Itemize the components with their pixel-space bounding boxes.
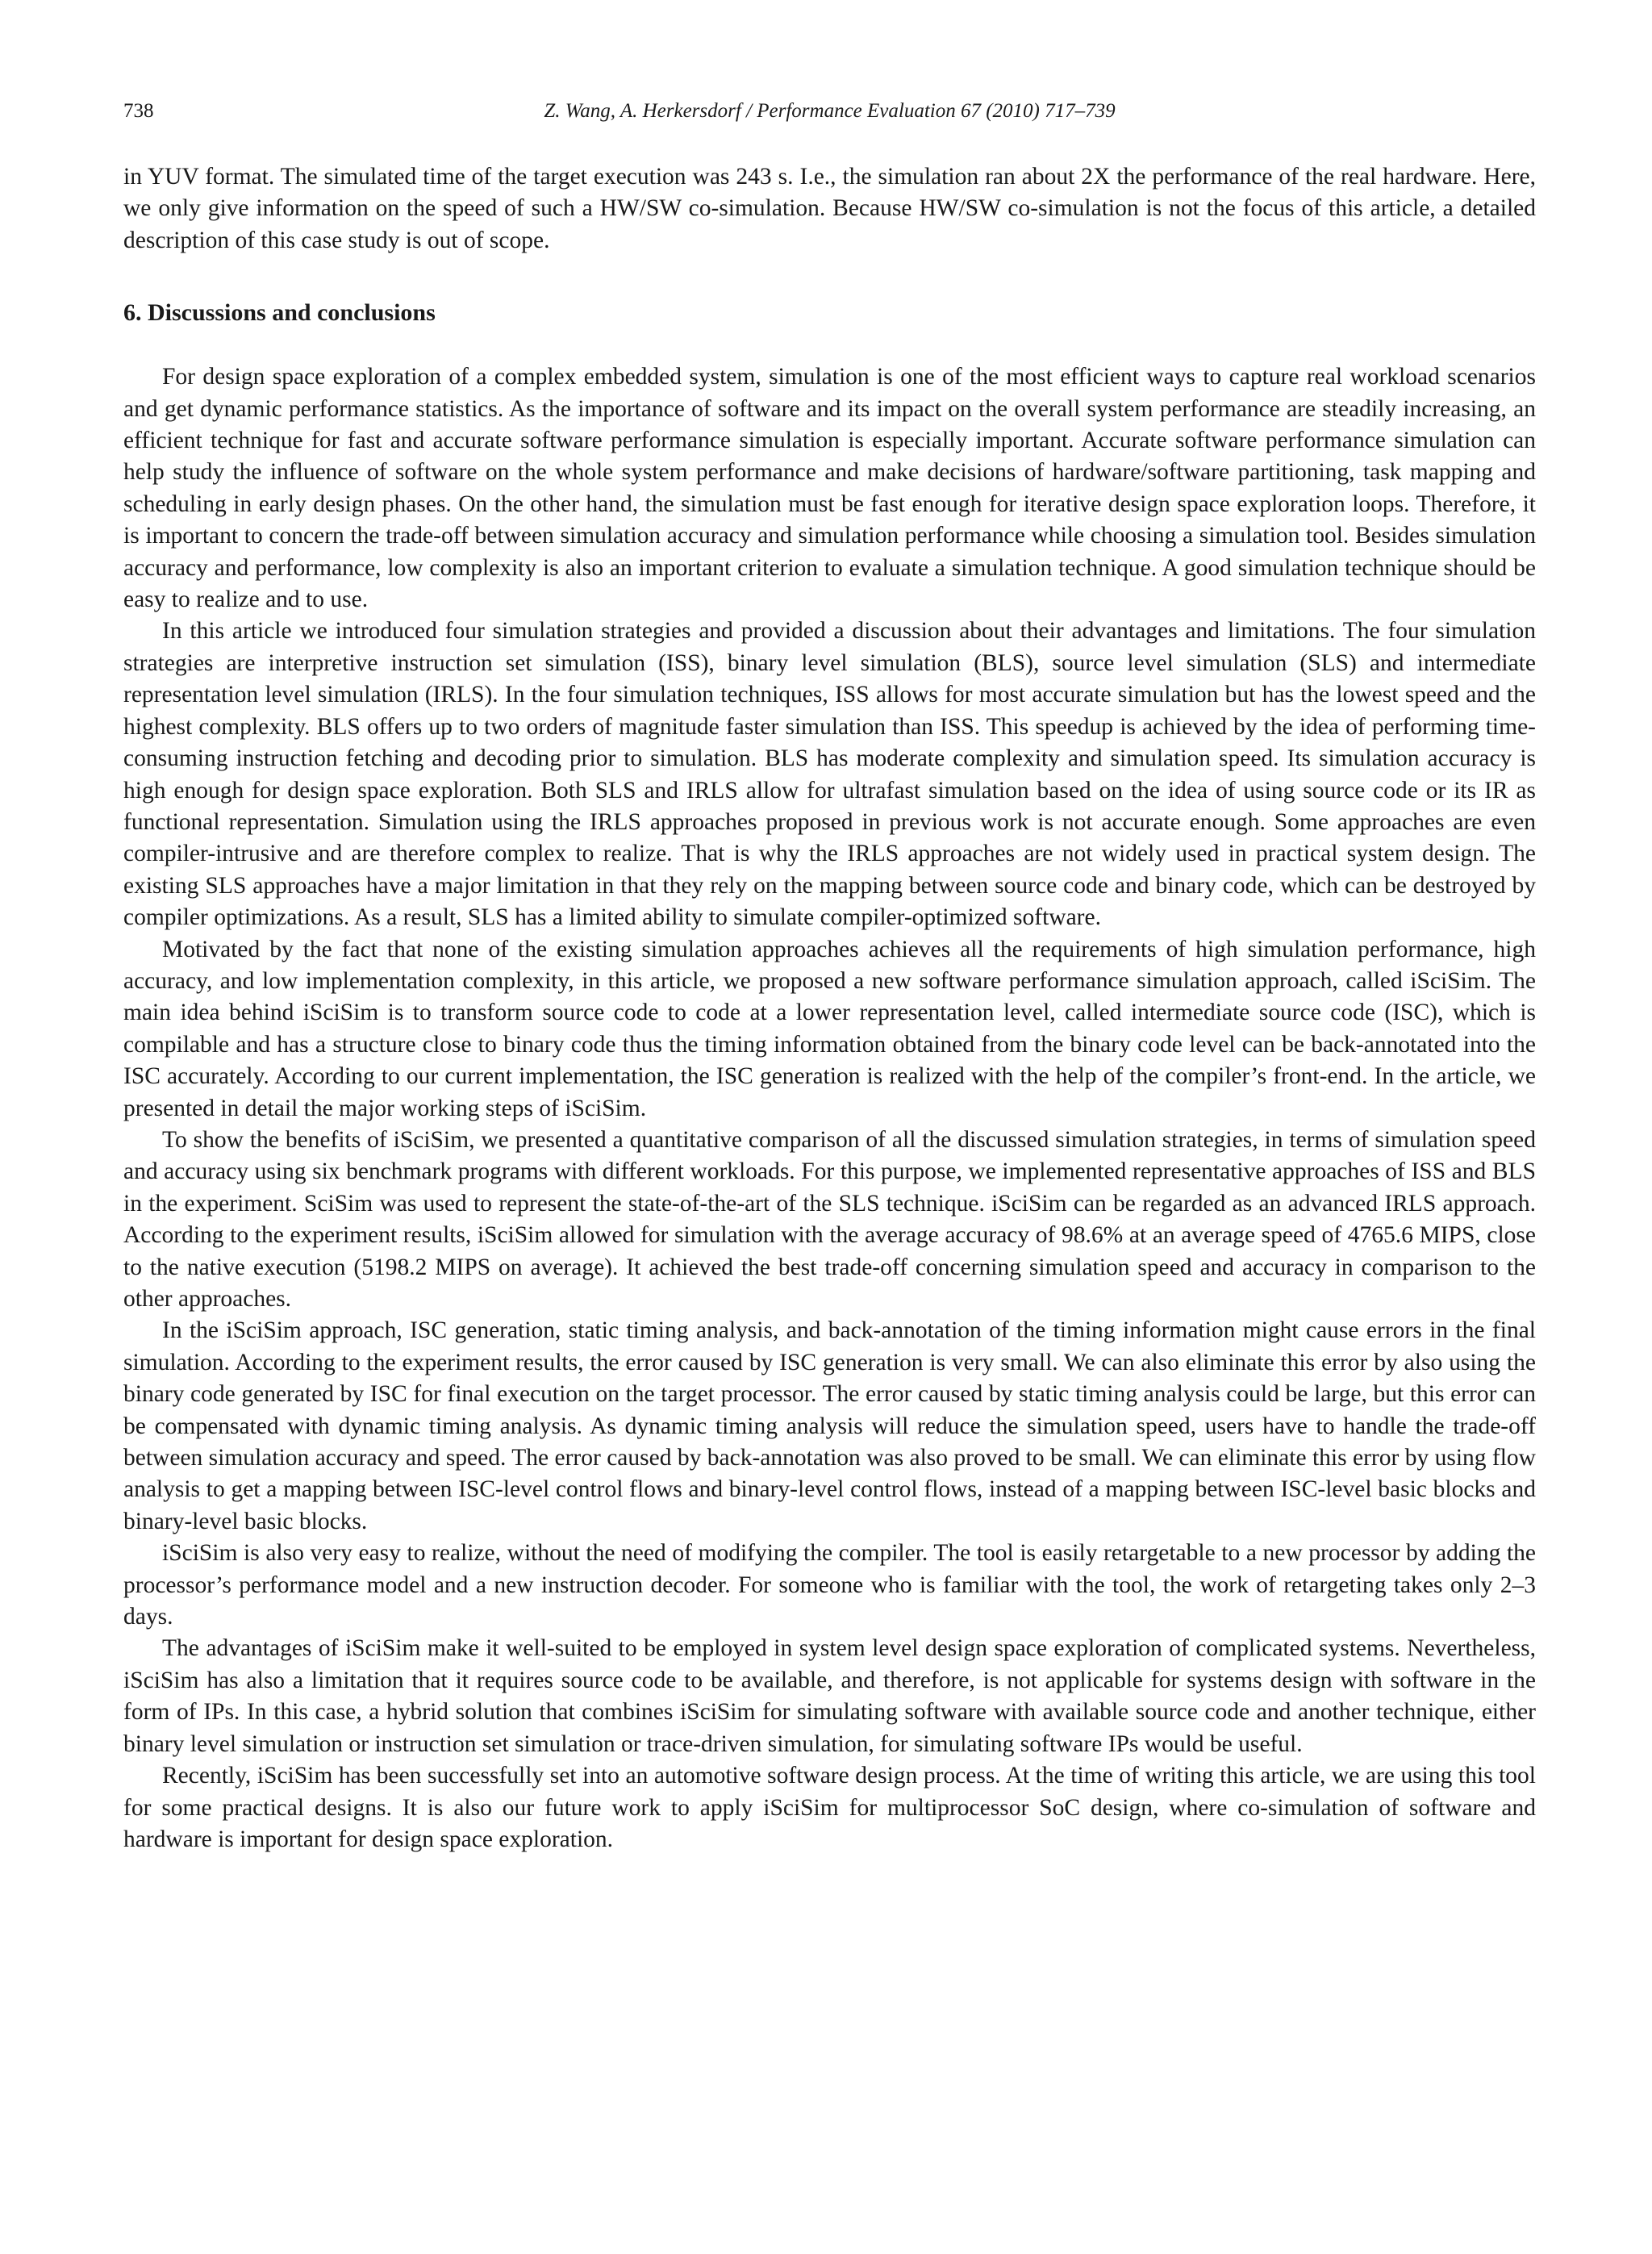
page-number: 738 — [123, 100, 154, 122]
body-paragraph-2: In this article we introduced four simulation strategies and provided a discussion about their advantages and limitations. The four simulation strategies are interpretive instruction set simulation (ISS), binary level simulation (BLS), source level simulation (SLS) and intermediate representation level simulation (IRLS). In the four simulation techniques, ISS allows for most accurate simulation but has the lowest speed and the highest complexity. BLS offers up to two orders of magnitude faster simulation than ISS. This speedup is achieved by the idea of performing time-consuming instruction fetching and decoding prior to simulation. BLS has moderate complexity and simulation speed. Its simulation accuracy is high enough for design space exploration. Both SLS and IRLS allow for ultrafast simulation based on the idea of using source code or its IR as functional representation. Simulation using the IRLS approaches proposed in previous work is not accurate enough. Some approaches are even compiler-intrusive and are therefore complex to realize. That is why the IRLS approaches are not widely used in practical system design. The existing SLS approaches have a major limitation in that they rely on the mapping between source code and binary code, which can be destroyed by compiler optimizations. As a result, SLS has a limited ability to simulate compiler-optimized software. — [123, 618, 1536, 931]
body-paragraph-7: The advantages of iSciSim make it well-suited to be employed in system level design space exploration of complicated systems. Nevertheless, iSciSim has also a limitation that it requires source code to be available, and therefore, is not applicable for systems design with software in the form of IPs. In this case, a hybrid solution that combines iSciSim for simulating software with available source code and another technique, either binary level simulation or instruction set simulation or trace-driven simulation, for simulating software IPs would be useful. — [123, 1635, 1536, 1757]
body-paragraph-8: Recently, iSciSim has been successfully set into an automotive software design process. At the time of writing this article, we are using this tool for some practical designs. It is also our future work to apply iSciSim for multiprocessor SoC design, where co-simulation of software and hardware is important for design space exploration. — [123, 1763, 1536, 1852]
body-paragraph-1: For design space exploration of a complex embedded system, simulation is one of the most efficient ways to capture real workload scenarios and get dynamic performance statistics. As the importance of software and its impact on the overall system performance are steadily increasing, an efficient technique for fast and accurate software performance simulation is especially important. Accurate software performance simulation can help study the influence of software on the whole system performance and make decisions of hardware/software partitioning, task mapping and scheduling in early design phases. On the other hand, the simulation must be fast enough for iterative design space exploration loops. Therefore, it is important to concern the trade-off between simulation accuracy and simulation performance while choosing a simulation tool. Besides simulation accuracy and performance, low complexity is also an important criterion to evaluate a simulation technique. A good simulation technique should be easy to realize and to use. — [123, 364, 1536, 613]
body-paragraph-3: Motivated by the fact that none of the existing simulation approaches achieves all the requirements of high simulation performance, high accuracy, and low implementation complexity, in this article, we proposed a new software performance simulation approach, called iSciSim. The main idea behind iSciSim is to transform source code to code at a lower representation level, called intermediate source code (ISC), which is compilable and has a structure close to binary code thus the timing information obtained from the binary code level can be back-annotated into the ISC accurately. According to our current implementation, the ISC generation is realized with the help of the compiler’s front-end. In the article, we presented in detail the major working steps of iSciSim. — [123, 936, 1536, 1121]
running-head — [123, 95, 1536, 127]
body-paragraph-5: In the iSciSim approach, ISC generation, static timing analysis, and back-annotation of the timing information might cause errors in the final simulation. According to the experiment results, the error caused by ISC generation is very small. We can also eliminate this error by also using the binary code generated by ISC for final execution on the target processor. The error caused by static timing analysis could be large, but this error can be compensated with dynamic timing analysis. As dynamic timing analysis will reduce the simulation speed, users have to handle the trade-off between simulation accuracy and speed. The error caused by back-annotation was also proved to be small. We can eliminate this error by using flow analysis to get a mapping between ISC-level control flows and binary-level control flows, instead of a mapping between ISC-level basic blocks and binary-level basic blocks. — [123, 1317, 1536, 1534]
section-body — [123, 361, 1536, 1855]
section-heading: 6. Discussions and conclusions — [123, 299, 436, 327]
journal-page — [123, 95, 1536, 1855]
body-paragraph-4: To show the benefits of iSciSim, we presented a quantitative comparison of all the discussed simulation strategies, in terms of simulation speed and accuracy using six benchmark programs with different workloads. For this purpose, we implemented representative approaches of ISS and BLS in the experiment. SciSim was used to represent the state-of-the-art of the SLS technique. iSciSim can be regarded as an advanced IRLS approach. According to the experiment results, iSciSim allowed for simulation with the average accuracy of 98.6% at an average speed of 4765.6 MIPS, close to the native execution (5198.2 MIPS on average). It achieved the best trade-off concerning simulation speed and accuracy in comparison to the other approaches. — [123, 1126, 1536, 1312]
body-paragraph-6: iSciSim is also very easy to realize, without the need of modifying the compiler. The tool is easily retargetable to a new processor by adding the processor’s performance model and a new instruction decoder. For someone who is familiar with the tool, the work of retargeting takes only 2–3 days. — [123, 1540, 1536, 1630]
continued-paragraph: in YUV format. The simulated time of the target execution was 243 s. I.e., the simulation ran about 2X the performance of the real hardware. Here, we only give information on the speed of such a HW/SW co-simulation. Because HW/SW co-simulation is not the focus of this article, a detailed description of this case study is out of scope. — [123, 164, 1536, 253]
journal-citation: Z. Wang, A. Herkersdorf / Performance Evaluation 67 (2010) 717–739 — [544, 100, 1116, 122]
